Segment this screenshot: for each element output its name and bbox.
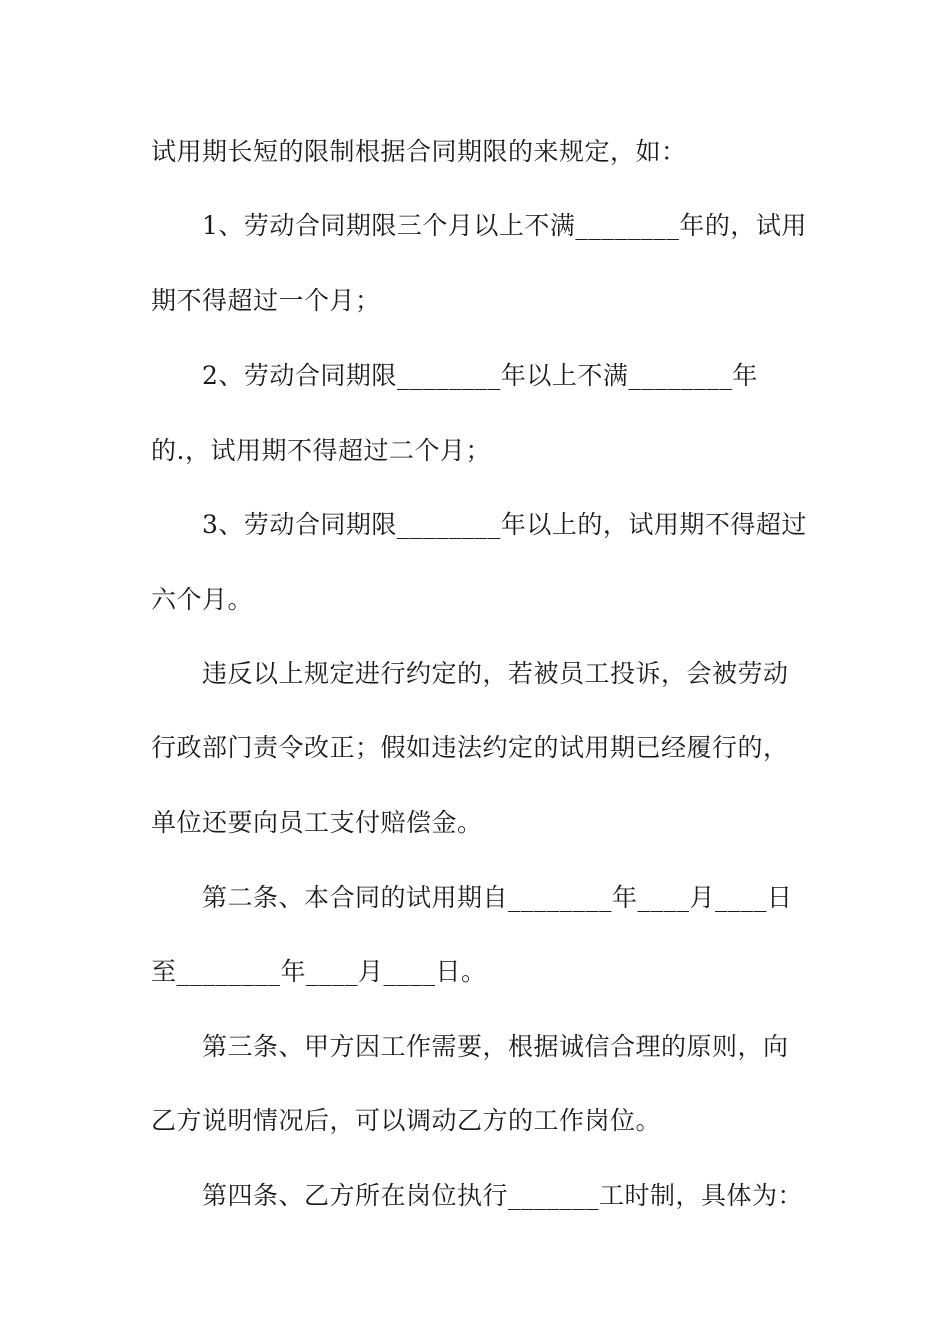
body-text-line: 六个月。 xyxy=(151,585,254,614)
body-text-line: 乙方说明情况后，可以调动乙方的工作岗位。 xyxy=(151,1106,662,1135)
body-text-line: 的.，试用期不得超过二个月； xyxy=(151,436,491,465)
body-text-line: 行政部门责令改正；假如违法约定的试用期已经履行的， xyxy=(151,733,789,762)
paragraph-line: 违反以上规定进行约定的，若被员工投诉，会被劳动 xyxy=(202,659,789,688)
article-3-line: 第三条、甲方因工作需要，根据诚信合理的原则，向 xyxy=(202,1032,789,1061)
body-text-line: 期不得超过一个月； xyxy=(151,286,381,315)
body-text-line: 单位还要向员工支付赔偿金。 xyxy=(151,808,483,837)
article-4-line: 第四条、乙方所在岗位执行_______工时制，具体为： xyxy=(202,1181,804,1210)
clause-3-line: 3、劳动合同期限________年以上的，试用期不得超过 xyxy=(202,510,807,539)
clause-1-line: 1、劳动合同期限三个月以上不满________年的，试用 xyxy=(202,211,807,240)
body-text-line: 至________年____月____日。 xyxy=(151,957,487,986)
article-2-line: 第二条、本合同的试用期自________年____月____日 xyxy=(202,883,793,912)
clause-2-line: 2、劳动合同期限________年以上不满________年 xyxy=(202,361,758,390)
body-text-line: 试用期长短的限制根据合同期限的来规定，如： xyxy=(151,137,687,166)
